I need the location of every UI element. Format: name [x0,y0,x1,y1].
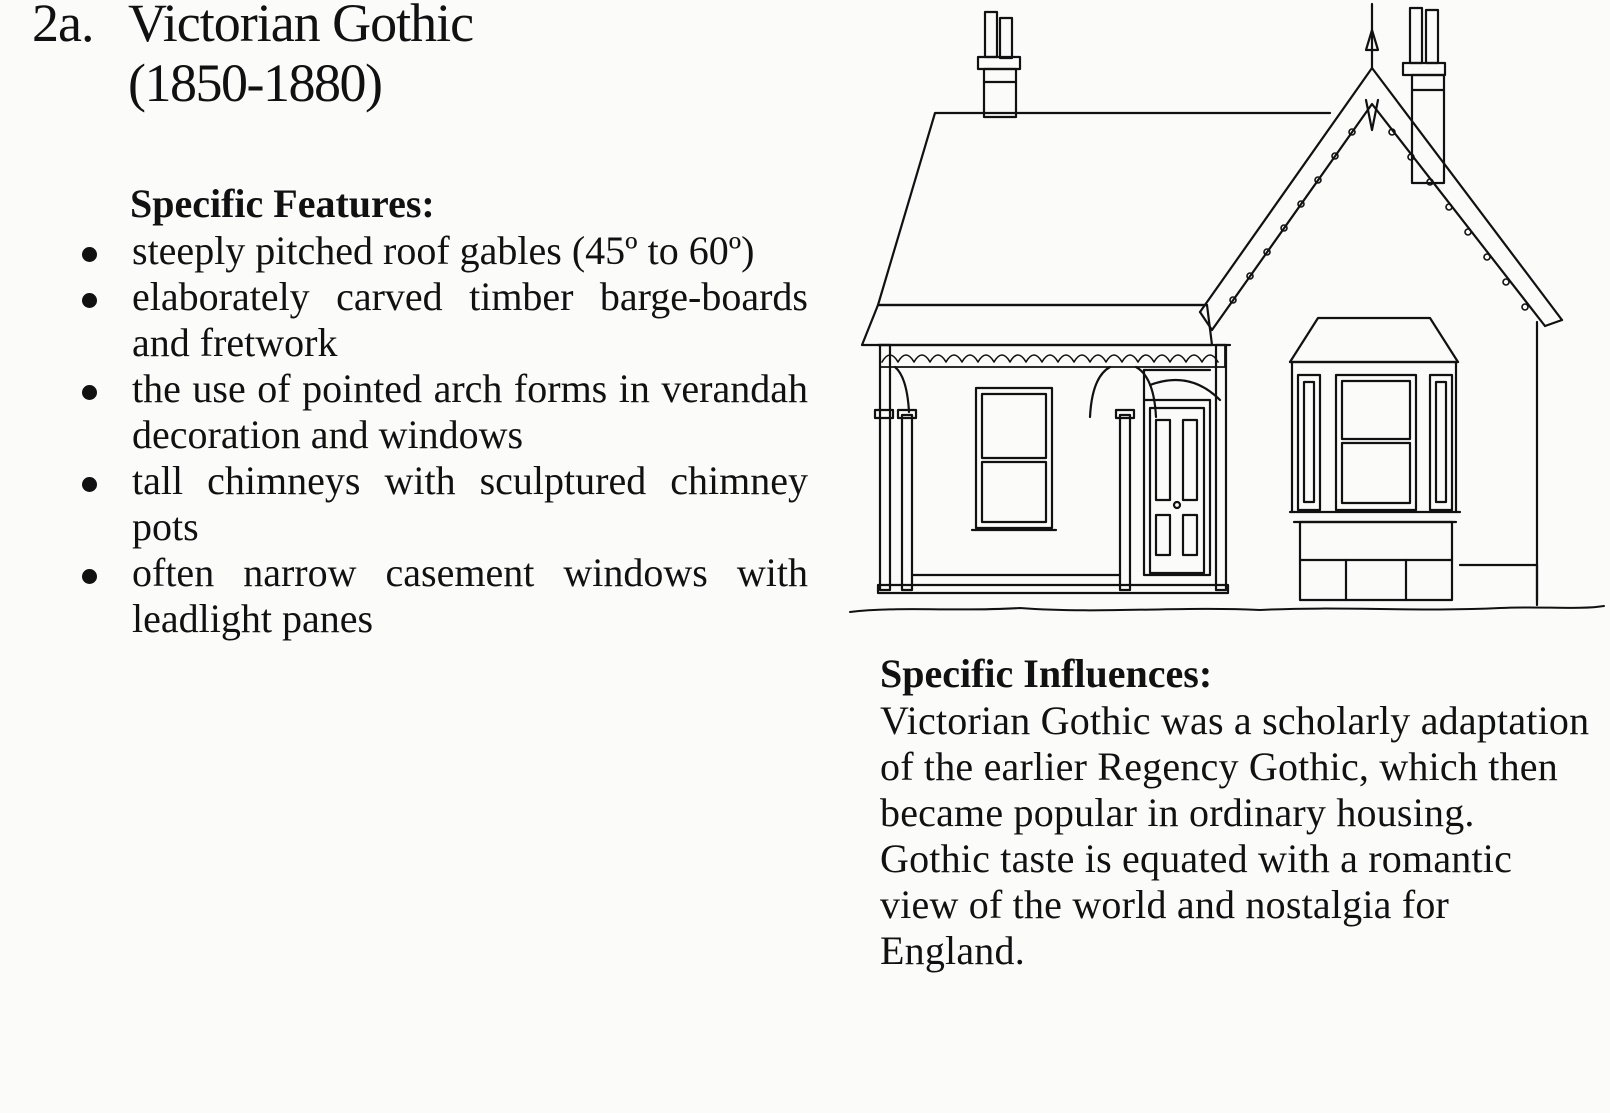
feature-item [78,550,808,642]
feature-text: steeply pitched roof gables (45º to 60º) [132,228,755,273]
bay-window [1290,318,1460,600]
main-roof [878,113,1330,305]
left-chimney [978,12,1020,117]
feature-text: often narrow casement windows with leadlight panes [132,550,808,641]
feature-text: elaborately carved timber barge-boards and fretwork [132,274,808,365]
feature-text: the use of pointed arch forms in verandah decoration and windows [132,366,808,457]
influences-paragraph: Gothic taste is equated with a romantic view of the world and nostalgia for England. [880,836,1513,973]
feature-text: tall chimneys with sculptured chimney pots [132,458,808,549]
feature-item [78,458,808,550]
feature-list [78,228,808,642]
influences-heading: Specific Influences: [880,651,1213,696]
feature-item [78,274,808,366]
influences-paragraph: Victorian Gothic was a scholarly adaptation of the earlier Regency Gothic, which then became popular in ordinary housing. [880,698,1590,835]
section-years: (1850-1880) [128,53,382,113]
bullet-icon [82,385,97,400]
verandah-window [972,388,1056,530]
features-heading: Specific Features: [130,181,435,226]
feature-item [78,228,808,274]
bullet-icon [82,569,97,584]
cottage-illustration [840,0,1610,640]
section-title: Victorian Gothic [128,0,474,53]
influences-section [880,650,1590,974]
bullet-icon [82,247,97,262]
front-door [1144,370,1210,575]
bullet-icon [82,477,97,492]
feature-item [78,366,808,458]
bullet-icon [82,293,97,308]
section-number: 2a. [32,0,94,53]
